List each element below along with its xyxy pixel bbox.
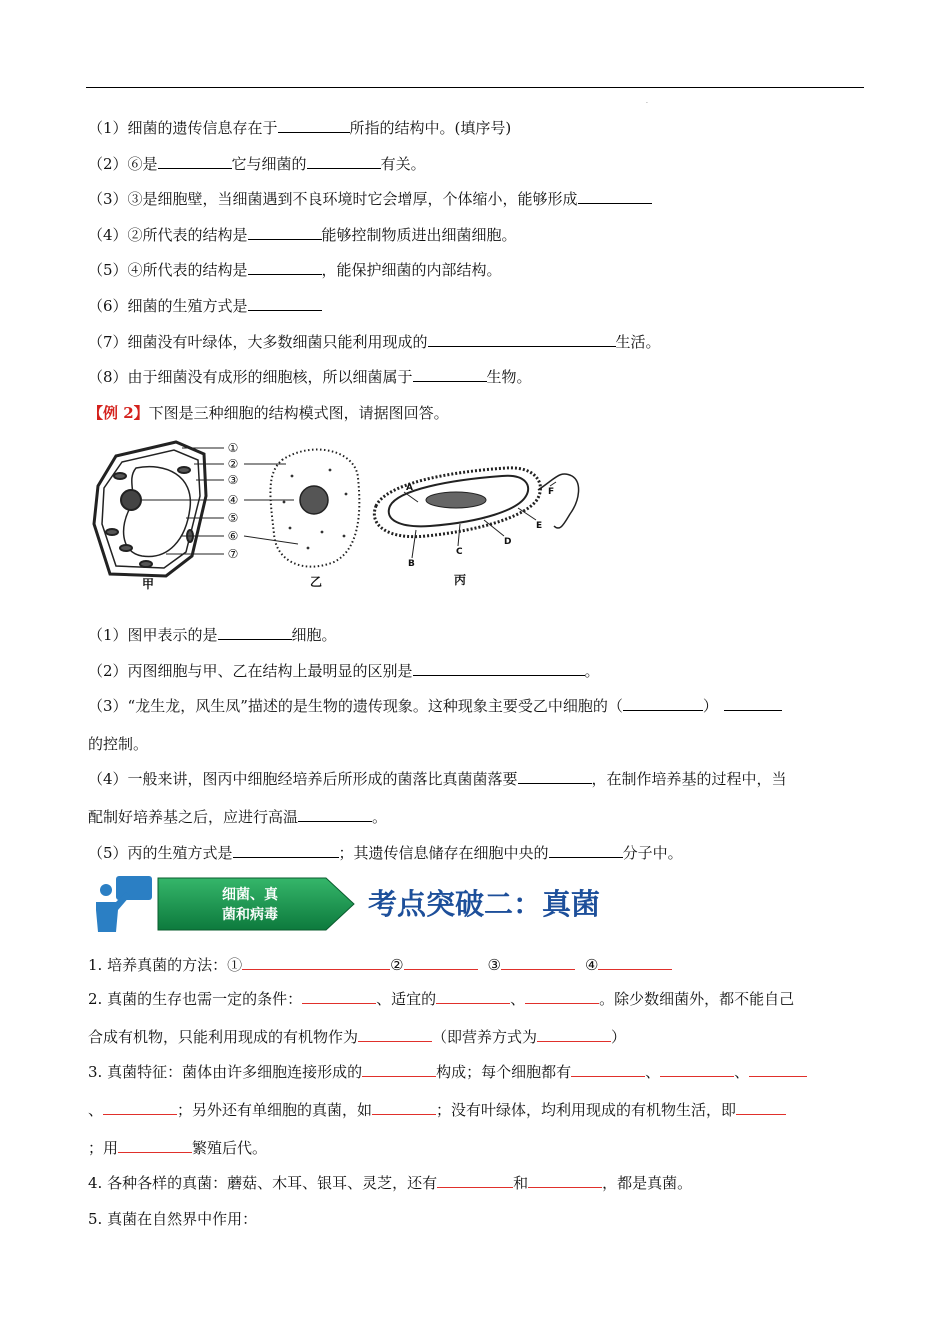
header-rule [86, 87, 864, 88]
blank[interactable] [413, 661, 585, 676]
blank[interactable] [749, 1062, 807, 1077]
s2-item-1: 1. 培养真菌的方法：① ② ③ ④ [88, 955, 672, 975]
label-d: D [504, 537, 512, 547]
q1-line-1: （1）细菌的遗传信息存在于 所指的结构中。(填序号) [88, 119, 512, 137]
animal-cell [270, 450, 359, 567]
blank[interactable] [598, 955, 672, 970]
q1-line-4: （4）②所代表的结构是 能够控制物质进出细菌细胞。 [88, 226, 517, 244]
tag-line-1: 细菌、真 [222, 887, 278, 903]
blank[interactable] [571, 1062, 645, 1077]
blank[interactable] [724, 696, 782, 711]
s2-item-2: 2. 真菌的生存也需一定的条件： 、适宜的 、 。除少数细菌外，都不能自己 [88, 990, 795, 1008]
teacher-icon [96, 876, 152, 932]
label-b: B [408, 559, 415, 569]
blank[interactable] [278, 118, 350, 133]
blank[interactable] [528, 1173, 602, 1188]
label-bing: 丙 [453, 573, 467, 587]
section-title: 考点突破二：真菌 [368, 887, 601, 921]
blank[interactable] [549, 843, 623, 858]
blank[interactable] [218, 625, 292, 640]
blank[interactable] [298, 807, 372, 822]
blank[interactable] [248, 260, 322, 275]
blank[interactable] [248, 225, 322, 240]
q1-line-2: （2）⑥是 它与细菌的 有关。 [88, 155, 426, 173]
label-5: ⑤ [227, 511, 239, 525]
blank[interactable] [623, 696, 703, 711]
header-dot: . [646, 98, 648, 105]
blank[interactable] [404, 955, 478, 970]
blank[interactable] [242, 955, 390, 970]
blank[interactable] [118, 1138, 192, 1153]
label-jia: 甲 [141, 577, 155, 591]
tag-line-2: 菌和病毒 [222, 907, 278, 923]
q1-line-6: （6）细菌的生殖方式是 [88, 296, 322, 316]
label-a: A [406, 483, 413, 493]
q1-line-7: （7）细菌没有叶绿体，大多数细菌只能利用现成的 生活。 [88, 333, 661, 351]
label-c: C [456, 547, 463, 557]
blank[interactable] [372, 1100, 436, 1115]
blank[interactable] [501, 955, 575, 970]
q2-line-5: （5）丙的生殖方式是 ；其遗传信息储存在细胞中央的 分子中。 [88, 844, 683, 862]
blank[interactable] [233, 843, 339, 858]
label-f: F [548, 487, 555, 497]
blank[interactable] [660, 1062, 734, 1077]
q1-line-5: （5）④所代表的结构是 ，能保护细菌的内部结构。 [88, 261, 502, 279]
blank[interactable] [525, 989, 599, 1004]
label-3: ③ [227, 473, 239, 487]
example-2-heading: 【例 2】下图是三种细胞的结构模式图，请据图回答。 [88, 404, 449, 422]
s2-item-3: 3. 真菌特征：菌体由许多细胞连接形成的 构成；每个细胞都有 、 、 [88, 1062, 807, 1082]
label-6: ⑥ [227, 529, 239, 543]
blank[interactable] [578, 189, 652, 204]
q2-line-1: （1）图甲表示的是 细胞。 [88, 626, 337, 644]
blank[interactable] [307, 154, 381, 169]
q2-line-2: （2）丙图细胞与甲、乙在结构上最明显的区别是 。 [88, 662, 600, 680]
q2-line-4b: 配制好培养基之后，应进行高温 。 [88, 808, 388, 826]
s2-item-3b: 、 ；另外还有单细胞的真菌，如 ；没有叶绿体，均利用现成的有机物生活，即 [88, 1100, 786, 1120]
bacterium-cell [374, 468, 578, 558]
blank[interactable] [302, 989, 376, 1004]
blank[interactable] [428, 332, 616, 347]
example-tag: 【例 2】 [88, 404, 149, 422]
blank[interactable] [518, 769, 592, 784]
q2-line-4: （4）一般来讲，图丙中细胞经培养后所形成的菌落比真菌菌落要 ，在制作培养基的过程中，当 [88, 770, 787, 788]
blank[interactable] [248, 296, 322, 311]
q1-line-3: （3）③是细胞壁，当细菌遇到不良环境时它会增厚，个体缩小，能够形成 [88, 189, 652, 209]
q2-line-3: （3）“龙生龙，风生凤”描述的是生物的遗传现象。这种现象主要受乙中细胞的（ ） [88, 696, 782, 716]
blank[interactable] [413, 367, 487, 382]
blank[interactable] [362, 1062, 436, 1077]
s2-item-3c: ；用 繁殖后代。 [88, 1139, 268, 1157]
blank[interactable] [103, 1100, 177, 1115]
q2-line-3b: 的控制。 [88, 735, 149, 753]
s2-item-4: 4. 各种各样的真菌：蘑菇、木耳、银耳、灵芝，还有 和 ，都是真菌。 [88, 1174, 693, 1192]
blank[interactable] [436, 989, 510, 1004]
label-e: E [536, 521, 543, 531]
s2-item-2b: 合成有机物，只能利用现成的有机物作为 （即营养方式为 ） [88, 1028, 627, 1046]
blank[interactable] [358, 1027, 432, 1042]
label-2: ② [227, 457, 239, 471]
blank[interactable] [736, 1100, 786, 1115]
plant-cell [94, 442, 206, 576]
label-4: ④ [227, 493, 239, 507]
cell-diagram [86, 436, 586, 596]
blank[interactable] [158, 154, 232, 169]
label-7: ⑦ [227, 547, 239, 561]
section-banner [92, 872, 692, 936]
blank[interactable] [437, 1173, 513, 1188]
s2-item-5: 5. 真菌在自然界中作用： [88, 1210, 258, 1228]
blank[interactable] [537, 1027, 611, 1042]
label-yi: 乙 [309, 575, 323, 589]
label-1: ① [227, 441, 239, 455]
q1-line-8: （8）由于细菌没有成形的细胞核，所以细菌属于 生物。 [88, 368, 532, 386]
